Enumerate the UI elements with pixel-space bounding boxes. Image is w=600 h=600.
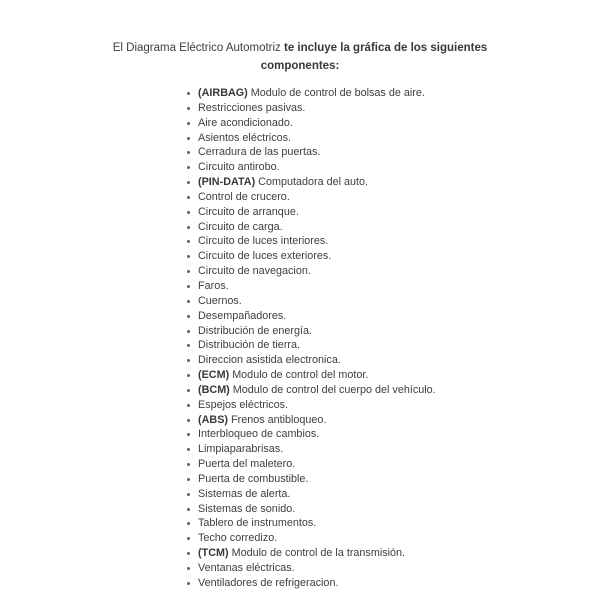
component-text: Modulo de control del cuerpo del vehículo. <box>232 383 436 396</box>
list-item <box>198 457 600 472</box>
list-item <box>198 234 600 249</box>
list-item <box>198 561 600 576</box>
component-text: Circuito antirobo. <box>198 161 280 174</box>
list-item <box>198 576 600 591</box>
component-text: Cerradura de las puertas. <box>198 146 321 159</box>
list-item <box>198 220 600 235</box>
component-text: Direccion asistida electronica. <box>198 354 341 367</box>
component-text: Aire acondicionado. <box>198 116 293 129</box>
page-title <box>0 0 600 75</box>
component-text: Distribución de energía. <box>198 324 313 337</box>
component-text: Tablero de instrumentos. <box>198 517 317 530</box>
list-item <box>198 86 600 101</box>
list-item <box>198 413 600 428</box>
component-tag: (ABS) <box>198 413 228 426</box>
list-item <box>198 531 600 546</box>
component-text: Modulo de control del motor. <box>232 369 369 382</box>
component-text: Sistemas de sonido. <box>198 502 296 515</box>
list-item <box>198 502 600 517</box>
component-tag: (PIN-DATA) <box>198 176 256 189</box>
component-text: Puerta de combustible. <box>198 472 309 485</box>
component-text: Desempañadores. <box>198 309 287 322</box>
component-text: Cuernos. <box>198 294 242 307</box>
component-text: Puerta del maletero. <box>198 458 296 471</box>
list-item <box>198 324 600 339</box>
list-item <box>198 427 600 442</box>
list-item <box>198 249 600 264</box>
component-text: Restricciones pasivas. <box>198 101 306 114</box>
list-item <box>198 516 600 531</box>
component-text: Ventiladores de refrigeracion. <box>198 576 339 589</box>
component-text: Distribución de tierra. <box>198 339 301 352</box>
list-item <box>198 294 600 309</box>
component-text: Circuito de carga. <box>198 220 283 233</box>
list-item <box>198 101 600 116</box>
component-tag: (TCM) <box>198 547 229 560</box>
component-text: Limpiaparabrisas. <box>198 443 284 456</box>
component-text: Circuito de luces interiores. <box>198 235 329 248</box>
component-list <box>0 86 600 591</box>
title-bold-line1: te incluye la gráfica de los siguientes <box>284 42 488 54</box>
list-item <box>198 546 600 561</box>
title-normal-part: El Diagrama Eléctrico Automotriz <box>112 42 281 54</box>
component-text: Computadora del auto. <box>258 176 369 189</box>
component-text: Control de crucero. <box>198 190 290 203</box>
component-text: Circuito de navegacion. <box>198 265 311 278</box>
component-text: Circuito de arranque. <box>198 205 299 218</box>
component-text: Ventanas eléctricas. <box>198 562 295 574</box>
component-tag: (BCM) <box>198 383 230 396</box>
component-tag: (ECM) <box>198 369 230 382</box>
component-text: Sistemas de alerta. <box>198 487 291 500</box>
list-item <box>198 279 600 294</box>
component-text: Techo corredizo. <box>198 532 278 545</box>
list-item <box>198 368 600 383</box>
list-item <box>198 309 600 324</box>
list-item <box>198 353 600 368</box>
component-text: Modulo de control de bolsas de aire. <box>250 87 425 99</box>
list-item <box>198 398 600 413</box>
list-item <box>198 264 600 279</box>
component-text: Modulo de control de la transmisión. <box>231 547 406 560</box>
list-item <box>198 190 600 205</box>
component-text: Espejos eléctricos. <box>198 398 289 411</box>
component-text: Frenos antibloqueo. <box>231 413 327 426</box>
list-item <box>198 131 600 146</box>
component-text: Circuito de luces exteriores. <box>198 250 332 263</box>
component-tag: (AIRBAG) <box>198 87 248 99</box>
list-item <box>198 442 600 457</box>
list-item <box>198 205 600 220</box>
list-item <box>198 472 600 487</box>
list-item <box>198 338 600 353</box>
list-item <box>198 383 600 398</box>
list-item <box>198 487 600 502</box>
component-text: Interbloqueo de cambios. <box>198 428 320 441</box>
component-text: Faros. <box>198 279 229 292</box>
title-bold-line2: componentes: <box>260 59 340 72</box>
list-item <box>198 145 600 160</box>
list-item <box>198 175 600 190</box>
component-text: Asientos eléctricos. <box>198 131 292 144</box>
list-item <box>198 116 600 131</box>
list-item <box>198 160 600 175</box>
